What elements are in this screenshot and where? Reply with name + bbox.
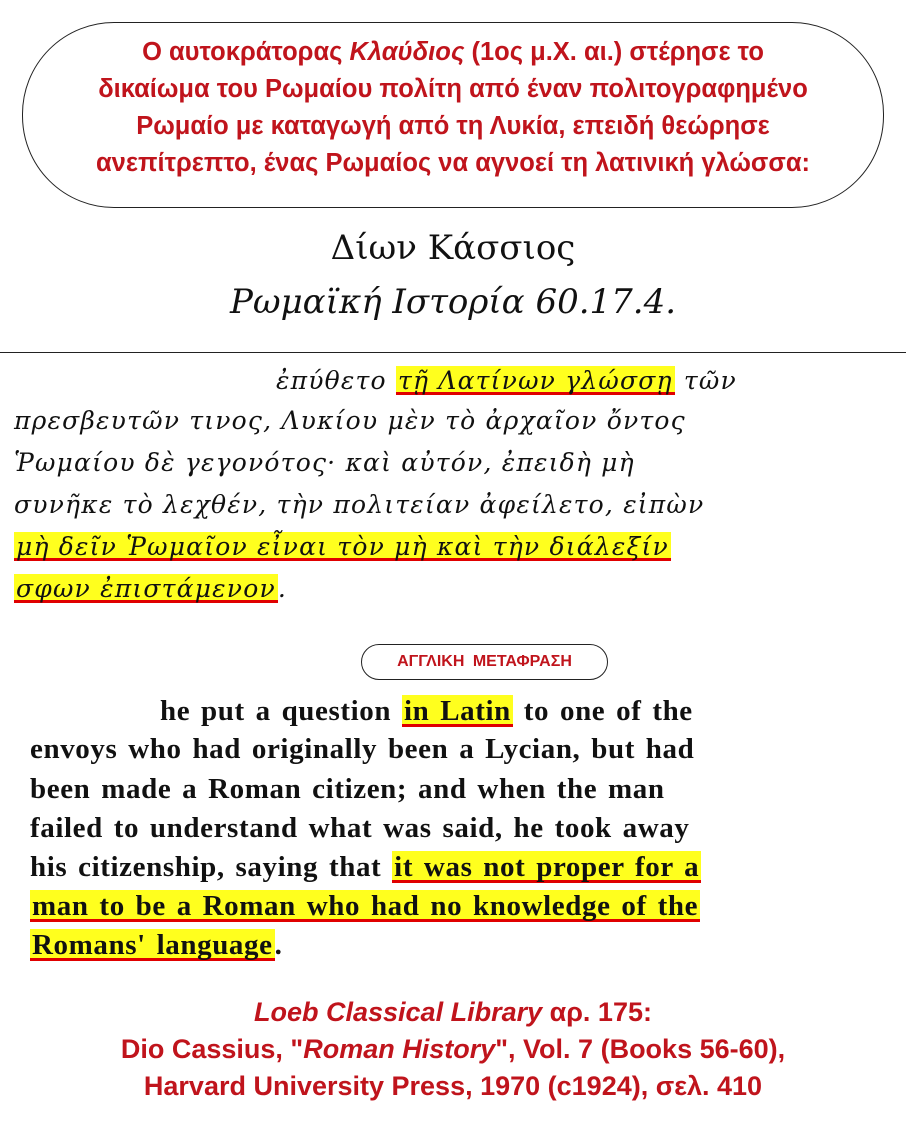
greek-highlight-knowledge: σφων ἐπιστάμενον: [16, 574, 276, 603]
greek-highlight-latin: τῇ Λατίνων γλώσσῃ: [397, 366, 673, 395]
source-author: Δίων Κάσσιος: [330, 228, 576, 268]
english-highlight-no-knowledge: man to be a Roman who had no knowledge of the: [32, 890, 699, 922]
citation-volume: ", Vol. 7 (Books 56-60),: [495, 1034, 786, 1064]
source-work: Ρωμαϊκή Ιστορία 60.17.4.: [229, 282, 677, 322]
greek-line-6-end: .: [277, 574, 287, 603]
citation-work-title: Roman History: [303, 1034, 496, 1064]
greek-line-4: συνῆκε τὸ λεχθέν, τὴν πολιτείαν ἀφείλετο, εἰπὼν: [14, 490, 705, 519]
series-number: αρ. 175:: [542, 997, 652, 1027]
section-divider: [0, 352, 906, 353]
english-highlight-romans-language: Romans' language: [32, 929, 273, 961]
emperor-name: Κλαύδιος: [349, 38, 465, 66]
english-line-4: failed to understand what was said, he took away: [30, 812, 690, 844]
english-line-7: [30, 929, 282, 962]
english-line-7-end: .: [274, 929, 283, 961]
english-line-3: been made a Roman citizen; and when the man: [30, 773, 665, 805]
english-line-5-start: his citizenship, saying that: [30, 851, 393, 883]
english-line-2: envoys who had originally been a Lycian, but had: [30, 733, 695, 765]
greek-line-6: [14, 574, 287, 603]
intro-line-1-start: Ο αυτοκράτορας: [142, 38, 350, 66]
citation-publisher: Harvard University Press, 1970 (c1924), σελ. 410: [143, 1071, 763, 1101]
english-line-6: [30, 890, 700, 923]
greek-line-2: πρεσβευτῶν τινος, Λυκίου μὲν τὸ ἀρχαῖον ὄντος: [14, 406, 686, 435]
translation-label: ΑΓΓΛΙΚΗ ΜΕΤΑΦΡΑΣΗ: [361, 644, 608, 680]
intro-text: [0, 34, 906, 182]
greek-line-3: Ῥωμαίου δὲ γεγονότος· καὶ αὐτόν, ἐπειδὴ μὴ: [14, 448, 635, 477]
citation-author: Dio Cassius, ": [120, 1034, 304, 1064]
english-highlight-in-latin: in Latin: [403, 695, 511, 727]
english-line-1: [160, 695, 693, 728]
greek-line-1-end: τῶν: [674, 366, 737, 395]
greek-line-5: [14, 532, 671, 561]
intro-line-2: δικαίωμα του Ρωμαίου πολίτη από έναν πολιτογραφημένο: [98, 75, 808, 103]
intro-line-4: ανεπίτρεπτο, ένας Ρωμαίος να αγνοεί τη λατινική γλώσσα:: [96, 149, 810, 177]
greek-line-1-start: ἐπύθετο: [276, 366, 396, 395]
english-highlight-not-proper: it was not proper for a: [394, 851, 700, 883]
citation-line-2: [0, 1031, 906, 1068]
intro-line-3: Ρωμαίο με καταγωγή από τη Λυκία, επειδή θεώρησε: [136, 112, 770, 140]
english-line-1-end: to one of the: [512, 695, 693, 727]
citation-line-1: [0, 994, 906, 1031]
intro-line-1: [0, 34, 906, 71]
english-line-5: [30, 851, 701, 884]
intro-line-1-end: (1ος μ.Χ. αι.) στέρησε το: [464, 38, 764, 66]
greek-line-1: [276, 366, 737, 395]
greek-highlight-not-proper: μὴ δεῖν Ῥωμαῖον εἶναι τὸν μὴ καὶ τὴν διάλεξίν: [16, 532, 669, 561]
citation: [0, 994, 906, 1105]
english-line-1-start: he put a question: [160, 695, 402, 727]
series-title: Loeb Classical Library: [254, 997, 543, 1027]
